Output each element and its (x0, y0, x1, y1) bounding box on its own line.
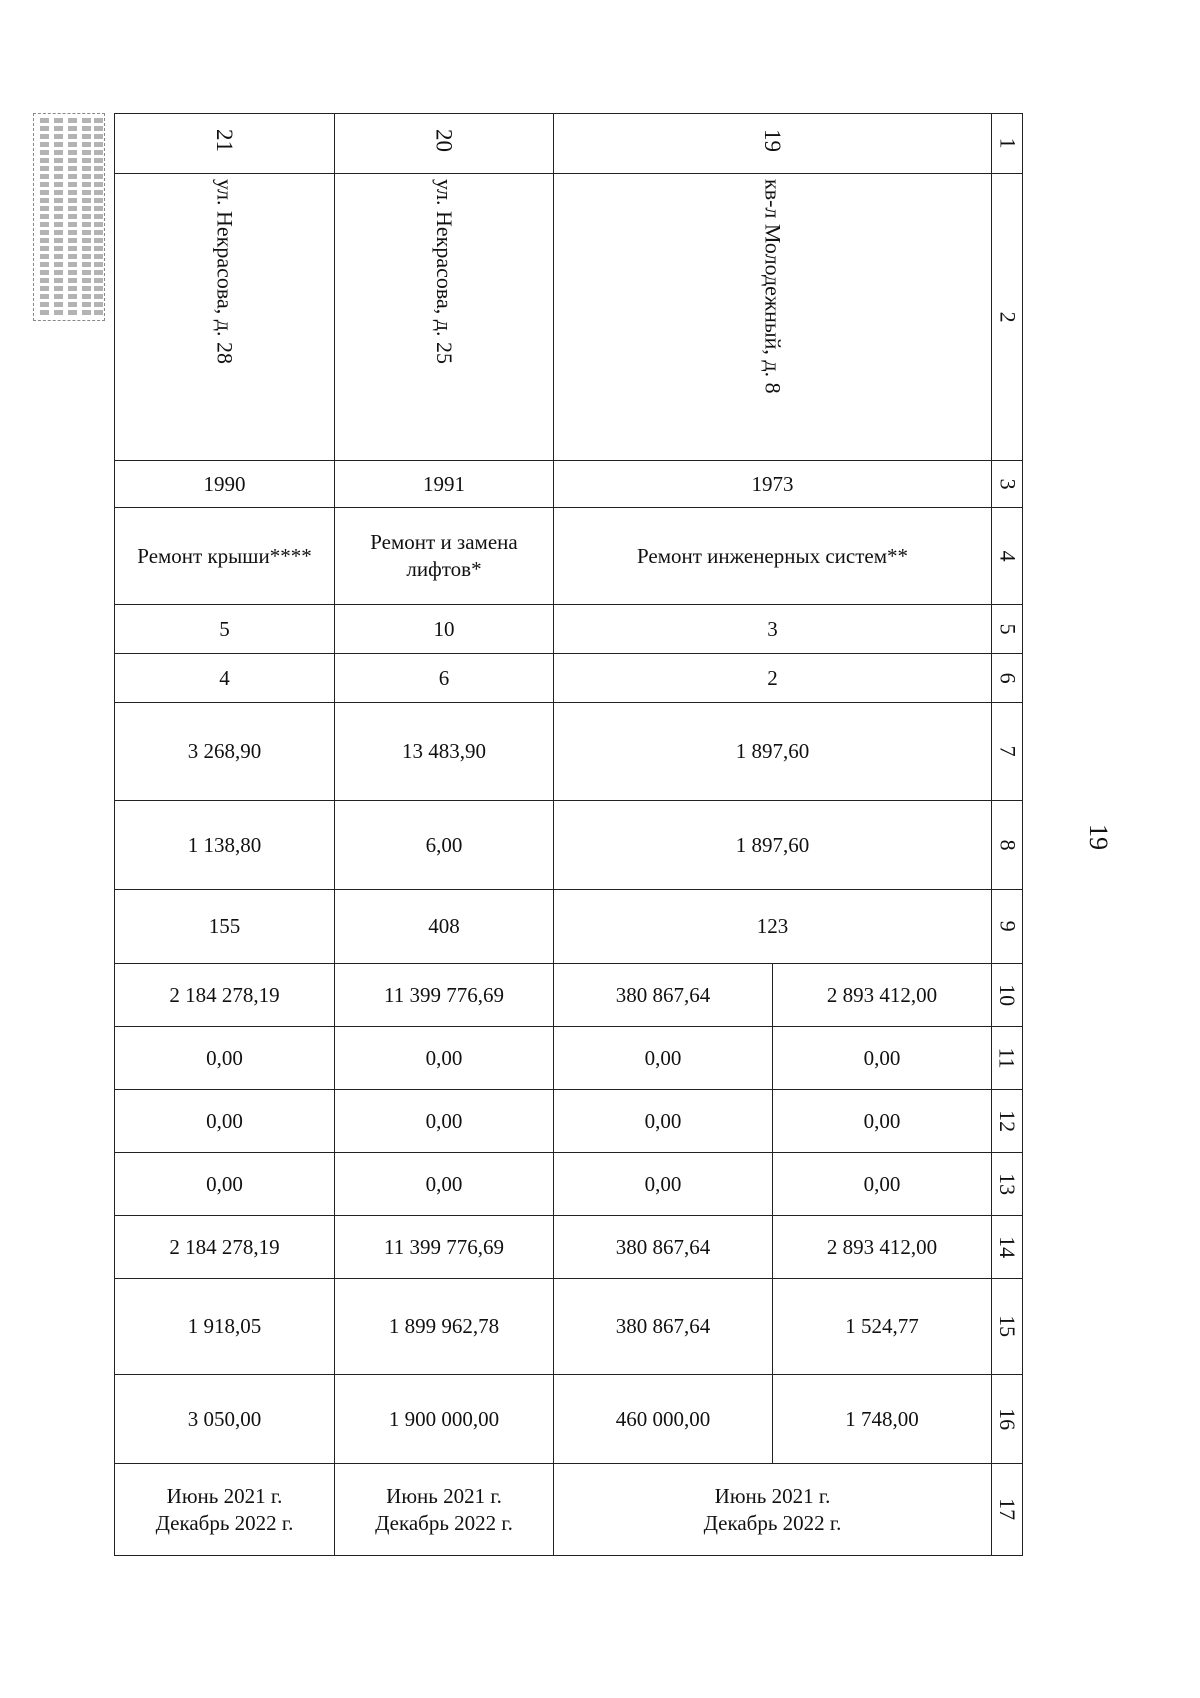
table-row (115, 654, 1023, 703)
cell-21-r7: 3 268,90 (115, 703, 335, 801)
cell-19a-r13: 0,00 (554, 1153, 773, 1216)
cell-19a-r14: 380 867,64 (554, 1216, 773, 1279)
row-index: 9 (992, 890, 1023, 964)
cell-20-work-line1: Ремонт и замена (370, 530, 518, 555)
row-index: 1 (992, 114, 1023, 174)
cell-19b-r10: 2 893 412,00 (773, 964, 992, 1027)
cell-19a-r16: 460 000,00 (554, 1375, 773, 1464)
cell-20-r15: 1 899 962,78 (335, 1279, 554, 1375)
cell-19-r5: 3 (554, 605, 992, 654)
row-index: 11 (992, 1027, 1023, 1090)
cell-19-r8: 1 897,60 (554, 801, 992, 890)
cell-19b-r14: 2 893 412,00 (773, 1216, 992, 1279)
cell-19-work: Ремонт инженерных систем** (554, 508, 992, 605)
cell-21-year: 1990 (115, 461, 335, 508)
cell-19a-r15: 380 867,64 (554, 1279, 773, 1375)
table-row (115, 1090, 1023, 1153)
cell-19-r9: 123 (554, 890, 992, 964)
cell-19-address: кв-л Молодежный, д. 8 (554, 174, 992, 461)
cell-20-r17 (335, 1464, 554, 1556)
row-index: 17 (992, 1464, 1023, 1556)
row-index: 10 (992, 964, 1023, 1027)
cell-21-start: Июнь 2021 г. (166, 1483, 283, 1508)
table-row (115, 114, 1023, 174)
cell-20-year: 1991 (335, 461, 554, 508)
cell-21-end: Декабрь 2022 г. (155, 1510, 294, 1535)
table-row (115, 1464, 1023, 1556)
cell-19-year: 1973 (554, 461, 992, 508)
cell-19-end: Декабрь 2022 г. (703, 1510, 842, 1535)
row-index: 5 (992, 605, 1023, 654)
table-row (115, 1153, 1023, 1216)
registration-stamp (33, 113, 105, 321)
cell-21-r6: 4 (115, 654, 335, 703)
cell-20-r14: 11 399 776,69 (335, 1216, 554, 1279)
row-index: 4 (992, 508, 1023, 605)
row-index: 15 (992, 1279, 1023, 1375)
cell-21-r15: 1 918,05 (115, 1279, 335, 1375)
cell-20-work-line2: лифтов* (406, 557, 482, 581)
cell-20-r12: 0,00 (335, 1090, 554, 1153)
row-index: 16 (992, 1375, 1023, 1464)
cell-19-start: Июнь 2021 г. (714, 1483, 831, 1508)
table-row (115, 605, 1023, 654)
cell-19a-r10: 380 867,64 (554, 964, 773, 1027)
cell-20-start: Июнь 2021 г. (386, 1483, 502, 1508)
cell-19a-r12: 0,00 (554, 1090, 773, 1153)
cell-19b-r15: 1 524,77 (773, 1279, 992, 1375)
cell-19b-r12: 0,00 (773, 1090, 992, 1153)
cell-19-r7: 1 897,60 (554, 703, 992, 801)
row-index: 7 (992, 703, 1023, 801)
cell-21-address: ул. Некрасова, д. 28 (115, 174, 335, 461)
table-row (115, 703, 1023, 801)
cell-19b-r11: 0,00 (773, 1027, 992, 1090)
cell-21-r10: 2 184 278,19 (115, 964, 335, 1027)
cell-19-r17 (554, 1464, 992, 1556)
table-row (115, 964, 1023, 1027)
row-index: 8 (992, 801, 1023, 890)
row-index: 3 (992, 461, 1023, 508)
cell-21-r8: 1 138,80 (115, 801, 335, 890)
cell-20-address: ул. Некрасова, д. 25 (335, 174, 554, 461)
table-row (115, 174, 1023, 461)
cell-21-r17 (115, 1464, 335, 1556)
cell-20-work (335, 508, 554, 605)
table-row (115, 890, 1023, 964)
cell-19-number: 19 (554, 114, 992, 174)
cell-21-work: Ремонт крыши**** (115, 508, 335, 605)
cell-20-r8: 6,00 (335, 801, 554, 890)
row-index: 13 (992, 1153, 1023, 1216)
cell-21-r16: 3 050,00 (115, 1375, 335, 1464)
cell-20-r16: 1 900 000,00 (335, 1375, 554, 1464)
cell-20-end: Декабрь 2022 г. (375, 1510, 513, 1535)
cell-21-r12: 0,00 (115, 1090, 335, 1153)
cell-20-r5: 10 (335, 605, 554, 654)
table-row (115, 1279, 1023, 1375)
cell-21-r14: 2 184 278,19 (115, 1216, 335, 1279)
cell-20-r13: 0,00 (335, 1153, 554, 1216)
row-index: 2 (992, 174, 1023, 461)
cell-20-number: 20 (335, 114, 554, 174)
table-row (115, 1216, 1023, 1279)
page-number: 19 (1084, 824, 1113, 850)
row-index: 12 (992, 1090, 1023, 1153)
cell-20-r9: 408 (335, 890, 554, 964)
cell-19a-r11: 0,00 (554, 1027, 773, 1090)
table-row (115, 1027, 1023, 1090)
table-row (115, 801, 1023, 890)
row-index: 14 (992, 1216, 1023, 1279)
cell-21-r11: 0,00 (115, 1027, 335, 1090)
cell-20-r7: 13 483,90 (335, 703, 554, 801)
cell-21-r9: 155 (115, 890, 335, 964)
table-row (115, 1375, 1023, 1464)
cell-21-r13: 0,00 (115, 1153, 335, 1216)
table-row (115, 461, 1023, 508)
cell-20-r11: 0,00 (335, 1027, 554, 1090)
repair-program-table (114, 113, 1023, 1556)
cell-20-r10: 11 399 776,69 (335, 964, 554, 1027)
cell-20-r6: 6 (335, 654, 554, 703)
cell-21-number: 21 (115, 114, 335, 174)
cell-19b-r16: 1 748,00 (773, 1375, 992, 1464)
row-index: 6 (992, 654, 1023, 703)
cell-21-r5: 5 (115, 605, 335, 654)
cell-19b-r13: 0,00 (773, 1153, 992, 1216)
table-row (115, 508, 1023, 605)
cell-19-r6: 2 (554, 654, 992, 703)
